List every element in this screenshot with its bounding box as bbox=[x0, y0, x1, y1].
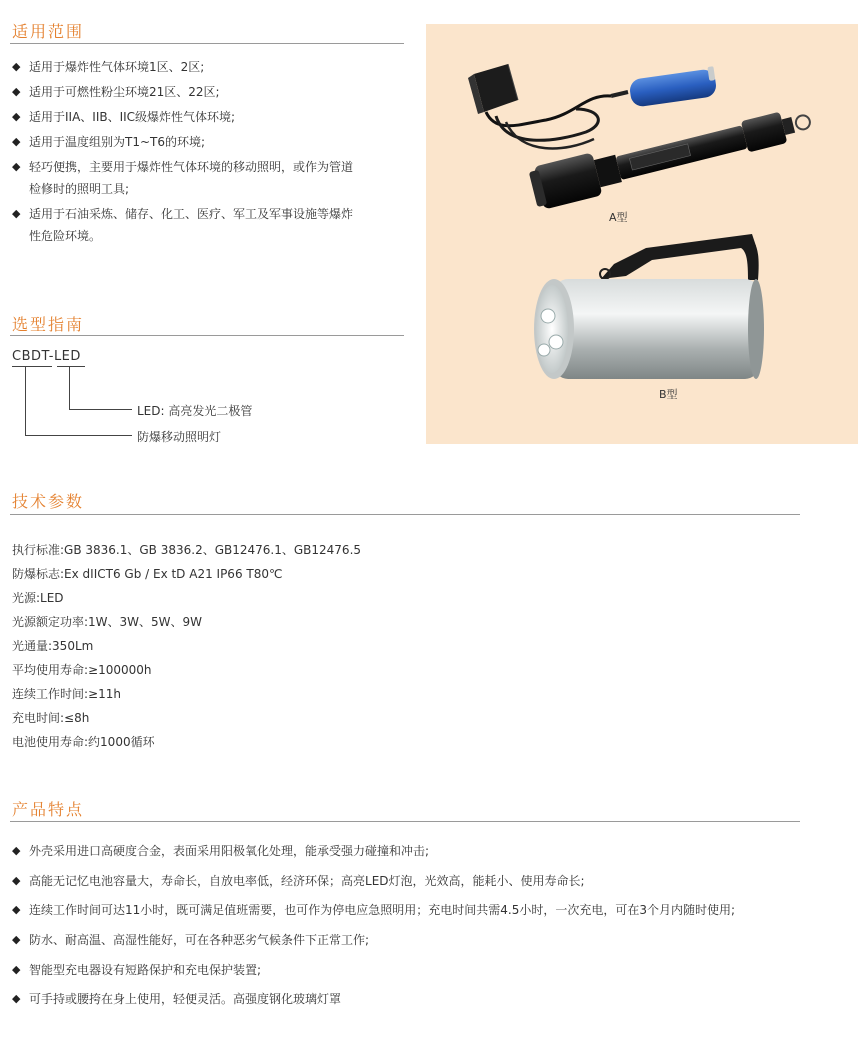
led-branch-vertical bbox=[69, 366, 70, 409]
spec-item: 电池使用寿命:约1000循环 bbox=[12, 735, 155, 749]
spec-item: 执行标准:GB 3836.1、GB 3836.2、GB12476.1、GB12476.5 bbox=[12, 543, 362, 557]
scope-item-line: 检修时的照明工具; bbox=[29, 182, 130, 196]
selection-rule bbox=[10, 335, 404, 336]
flashlight-a-image bbox=[528, 99, 815, 211]
caption-type-a: A型 bbox=[609, 211, 628, 224]
model-underline-cbdt bbox=[12, 366, 52, 367]
spec-item: 光通量:350Lm bbox=[12, 639, 94, 653]
scope-item-line: 性危险环境。 bbox=[29, 229, 102, 243]
scope-rule bbox=[10, 43, 404, 44]
feature-item bbox=[12, 870, 832, 892]
spec-item: 平均使用寿命:≥100000h bbox=[12, 663, 152, 677]
features-rule bbox=[10, 821, 800, 822]
scope-item-line: ◆ 适用于爆炸性气体环境1区、2区; bbox=[29, 60, 205, 74]
cbdt-branch-vertical bbox=[25, 366, 26, 435]
branch-label-cbdt: 防爆移动照明灯 bbox=[137, 430, 222, 444]
branch-label-led: LED: 高亮发光二极管 bbox=[137, 404, 253, 418]
features-heading: 产品特点 bbox=[12, 800, 85, 819]
feature-item-text: ◆ 连续工作时间可达11小时，既可满足值班需要，也可作为停电应急照明用；充电时间共需4.5小时，一次充电，可在3个月内随时使用; bbox=[29, 903, 736, 918]
scope-item-line: ◆ 适用于可燃性粉尘环境21区、22区; bbox=[29, 85, 220, 99]
scope-item-line: ◆ 适用于IIA、IIB、IIC级爆炸性气体环境; bbox=[29, 110, 236, 124]
feature-item-text: ◆ 防水、耐高温、高湿性能好，可在各种恶劣气候条件下正常工作; bbox=[29, 933, 370, 948]
product-illustration bbox=[426, 24, 858, 444]
scope-item-line: ◆ 轻巧便携，主要用于爆炸性气体环境的移动照明，或作为管道 bbox=[29, 160, 354, 174]
cbdt-branch-horizontal bbox=[25, 435, 132, 436]
caption-type-b: B型 bbox=[659, 388, 678, 401]
feature-item bbox=[12, 899, 832, 921]
scope-item bbox=[12, 106, 407, 128]
spec-item: 光源额定功率:1W、3W、5W、9W bbox=[12, 615, 203, 629]
scope-item bbox=[12, 81, 407, 103]
scope-item-line: ◆ 适用于石油采炼、储存、化工、医疗、军工及军事设施等爆炸 bbox=[29, 207, 354, 221]
led-branch-horizontal bbox=[69, 409, 132, 410]
features-list bbox=[12, 840, 832, 1018]
spec-item: 光源:LED bbox=[12, 591, 64, 605]
charger-image bbox=[468, 64, 628, 148]
model-code: CBDT-LED bbox=[12, 349, 81, 364]
feature-item bbox=[12, 959, 832, 981]
selection-heading: 选型指南 bbox=[12, 315, 85, 334]
feature-item-text: ◆ 智能型充电器设有短路保护和充电保护装置; bbox=[29, 962, 262, 977]
scope-item bbox=[12, 203, 407, 247]
specs-heading: 技术参数 bbox=[12, 492, 85, 511]
specs-rule bbox=[10, 514, 800, 515]
spec-item: 连续工作时间:≥11h bbox=[12, 687, 121, 701]
spec-item: 防爆标志:Ex dIICT6 Gb / Ex tD A21 IP66 T80℃ bbox=[12, 567, 283, 581]
feature-item-text: ◆ 可手持或腰挎在身上使用，轻便灵活。高强度钢化玻璃灯罩 bbox=[29, 992, 342, 1007]
feature-item-text: ◆ 外壳采用进口高硬度合金，表面采用阳极氧化处理，能承受强力碰撞和冲击; bbox=[29, 844, 430, 858]
feature-item bbox=[12, 988, 832, 1010]
scope-heading: 适用范围 bbox=[12, 22, 85, 41]
scope-item bbox=[12, 156, 407, 200]
scope-item bbox=[12, 131, 407, 153]
battery-image bbox=[628, 66, 717, 108]
feature-item bbox=[12, 929, 832, 951]
scope-list bbox=[12, 56, 407, 250]
product-photo-panel bbox=[426, 24, 858, 444]
spec-item: 充电时间:≤8h bbox=[12, 711, 90, 725]
flashlight-b-image bbox=[534, 234, 764, 379]
feature-item-text: ◆ 高能无记忆电池容量大，寿命长，自放电率低，经济环保；高亮LED灯泡，光效高，能耗小、使用寿命长; bbox=[29, 873, 585, 888]
feature-item bbox=[12, 840, 832, 862]
model-underline-led bbox=[57, 366, 85, 367]
scope-item bbox=[12, 56, 407, 78]
specs-list bbox=[12, 538, 361, 754]
scope-item-line: ◆ 适用于温度组别为T1~T6的环境; bbox=[29, 135, 206, 149]
